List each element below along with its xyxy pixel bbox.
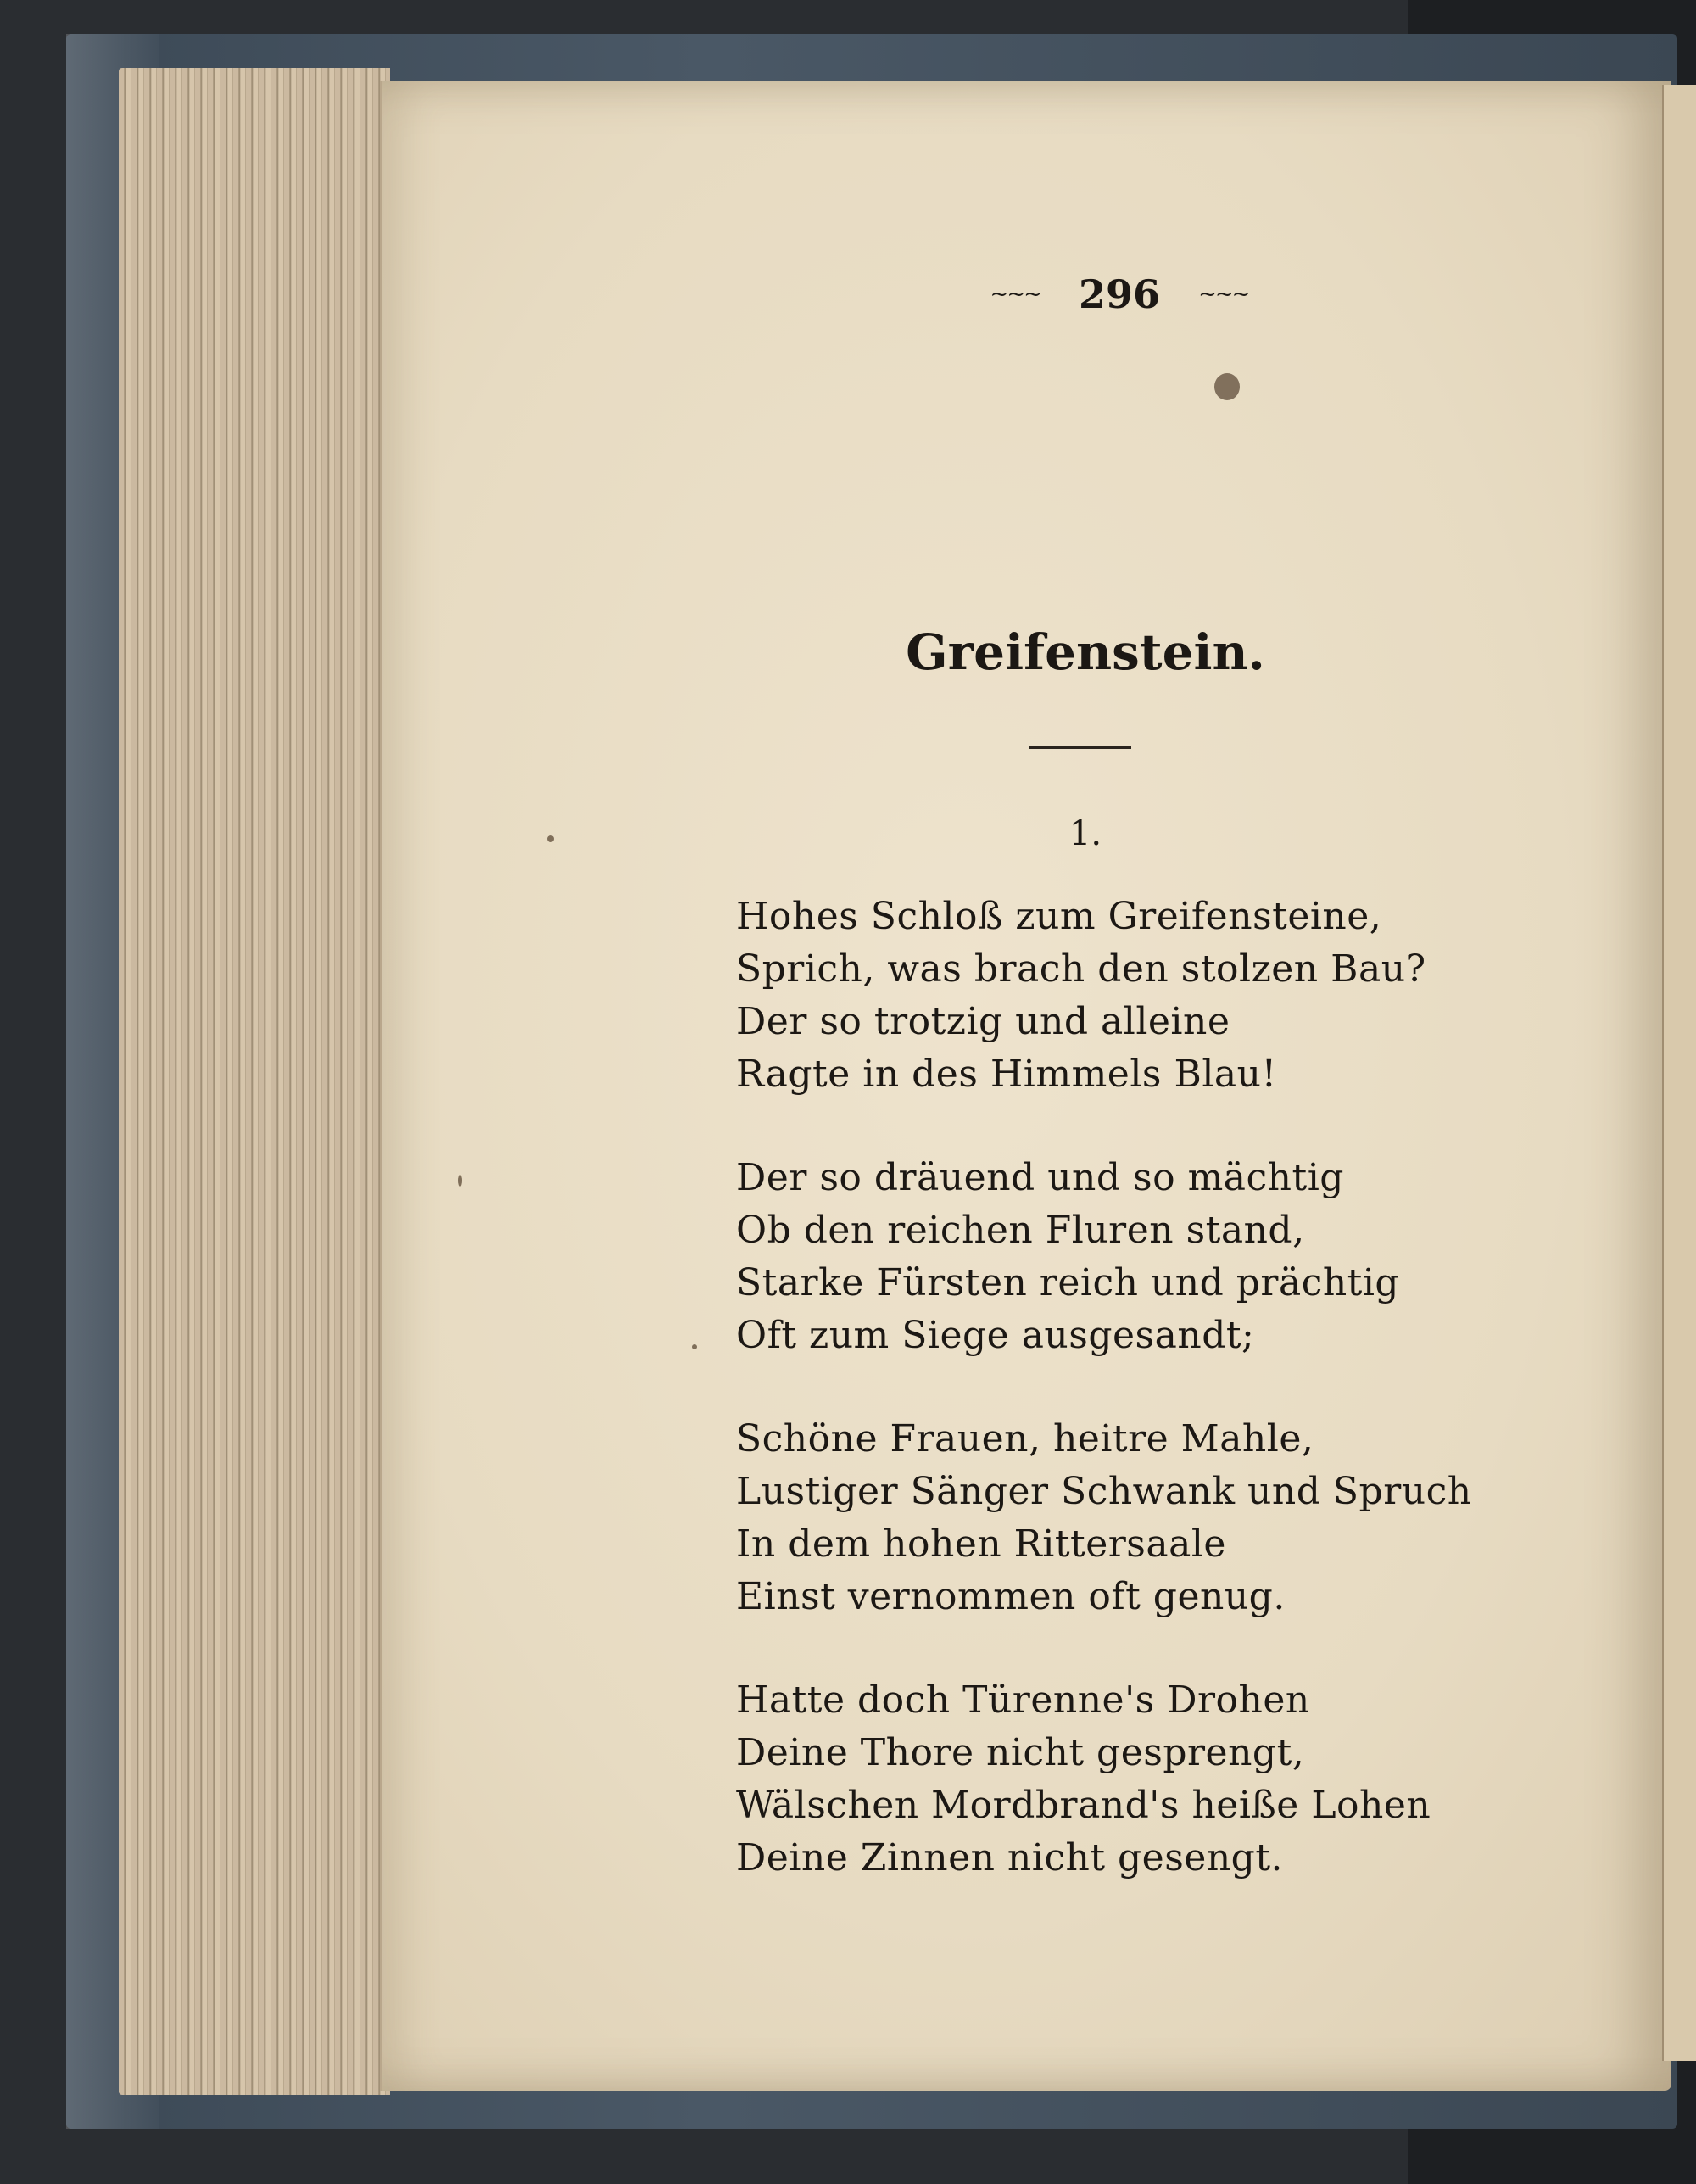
verse-line: Hatte doch Türenne's Drohen (736, 1678, 1310, 1722)
verse-line: Deine Zinnen nicht gesengt. (736, 1836, 1283, 1880)
verse-line: Sprich, was brach den stolzen Bau? (736, 947, 1426, 991)
verse-line: Deine Thore nicht gesprengt, (736, 1731, 1305, 1774)
verse-line: Ob den reichen Fluren stand, (736, 1209, 1305, 1252)
verse-line: Schöne Frauen, heitre Mahle, (736, 1417, 1314, 1461)
paper-speck (547, 835, 554, 842)
poem-title: Greifenstein. (906, 623, 1265, 681)
paper-speck (692, 1344, 697, 1349)
next-page-edge (1662, 85, 1696, 2061)
verse-line: Wälschen Mordbrand's heiße Lohen (736, 1784, 1431, 1827)
page-edges (119, 68, 390, 2095)
verse-line: Hohes Schloß zum Greifensteine, (736, 895, 1382, 938)
ornament-left: ~~~ (990, 282, 1040, 307)
stanza (736, 1152, 1584, 1362)
verse-line: Einst vernommen oft genug. (736, 1575, 1286, 1618)
stanza (736, 891, 1584, 1101)
stanza (736, 1413, 1584, 1623)
verse-line: Der so trotzig und alleine (736, 1000, 1230, 1043)
verse-line: Oft zum Siege ausgesandt; (736, 1314, 1255, 1357)
page-number: 296 (1078, 271, 1161, 317)
verse-line: Starke Fürsten reich und prächtig (736, 1261, 1400, 1304)
page-header (933, 271, 1306, 322)
ornament-right: ~~~ (1198, 282, 1249, 307)
title-rule (1029, 746, 1131, 749)
stanza (736, 1674, 1584, 1885)
poem-body (736, 891, 1584, 1935)
verse-line: Ragte in des Himmels Blau! (736, 1053, 1277, 1096)
paper-speck (458, 1175, 462, 1187)
verse-line: Der so dräuend und so mächtig (736, 1156, 1344, 1199)
section-number: 1. (1068, 814, 1102, 853)
verse-line: In dem hohen Rittersaale (736, 1522, 1226, 1566)
verse-line: Lustiger Sänger Schwank und Spruch (736, 1470, 1472, 1513)
ink-blot (1214, 373, 1240, 400)
